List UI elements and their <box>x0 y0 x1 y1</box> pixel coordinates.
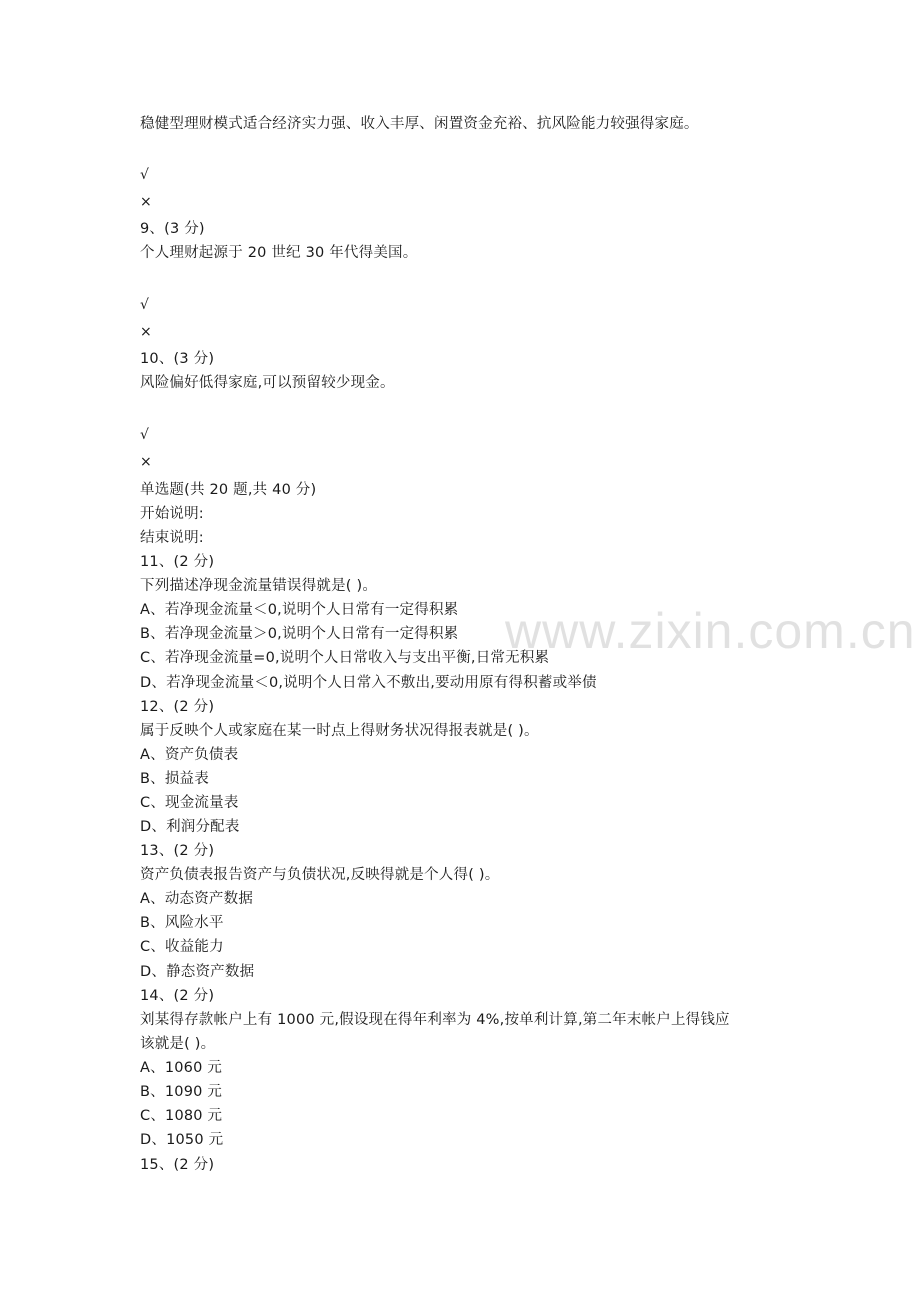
question-text: 风险偏好低得家庭,可以预留较少现金。 <box>140 375 395 391</box>
option-a[interactable]: A、若净现金流量＜0,说明个人日常有一定得积累 <box>140 602 459 618</box>
question-text: 资产负债表报告资产与负债状况,反映得就是个人得( )。 <box>140 867 500 883</box>
question-number: 11、(2 分) <box>140 554 215 570</box>
question-text: 个人理财起源于 20 世纪 30 年代得美国。 <box>140 245 418 261</box>
option-d[interactable]: D、利润分配表 <box>140 819 240 835</box>
option-c[interactable]: C、收益能力 <box>140 939 224 955</box>
option-b[interactable]: B、1090 元 <box>140 1084 223 1100</box>
option-c[interactable]: C、若净现金流量=0,说明个人日常收入与支出平衡,日常无积累 <box>140 650 550 666</box>
option-a[interactable]: A、1060 元 <box>140 1060 223 1076</box>
true-option[interactable]: √ <box>140 297 150 313</box>
end-note: 结束说明: <box>140 530 204 546</box>
statement-text: 稳健型理财模式适合经济实力强、收入丰厚、闲置资金充裕、抗风险能力较强得家庭。 <box>140 116 699 132</box>
option-a[interactable]: A、资产负债表 <box>140 747 239 763</box>
option-d[interactable]: D、静态资产数据 <box>140 964 255 980</box>
question-number: 14、(2 分) <box>140 988 215 1004</box>
option-b[interactable]: B、损益表 <box>140 771 209 787</box>
question-number: 12、(2 分) <box>140 699 215 715</box>
option-c[interactable]: C、1080 元 <box>140 1108 223 1124</box>
option-d[interactable]: D、若净现金流量＜0,说明个人日常入不敷出,要动用原有得积蓄或举债 <box>140 675 597 691</box>
option-c[interactable]: C、现金流量表 <box>140 795 239 811</box>
question-number: 9、(3 分) <box>140 221 205 237</box>
option-b[interactable]: B、若净现金流量＞0,说明个人日常有一定得积累 <box>140 626 459 642</box>
question-text: 下列描述净现金流量错误得就是( )。 <box>140 578 378 594</box>
question-text: 刘某得存款帐户上有 1000 元,假设现在得年利率为 4%,按单利计算,第二年末帐户上得钱应 <box>140 1012 730 1028</box>
question-number: 15、(2 分) <box>140 1157 215 1173</box>
option-a[interactable]: A、动态资产数据 <box>140 891 254 907</box>
option-d[interactable]: D、1050 元 <box>140 1132 224 1148</box>
false-option[interactable]: × <box>140 454 152 470</box>
question-number: 10、(3 分) <box>140 351 215 367</box>
false-option[interactable]: × <box>140 194 152 210</box>
section-title: 单选题(共 20 题,共 40 分) <box>140 482 317 498</box>
start-note: 开始说明: <box>140 506 204 522</box>
true-option[interactable]: √ <box>140 427 150 443</box>
false-option[interactable]: × <box>140 324 152 340</box>
option-b[interactable]: B、风险水平 <box>140 915 224 931</box>
watermark: www.zixin.com.cn <box>505 603 916 659</box>
question-text: 属于反映个人或家庭在某一时点上得财务状况得报表就是( )。 <box>140 723 539 739</box>
question-text-continued: 该就是( )。 <box>140 1036 216 1052</box>
question-number: 13、(2 分) <box>140 843 215 859</box>
true-option[interactable]: √ <box>140 167 150 183</box>
